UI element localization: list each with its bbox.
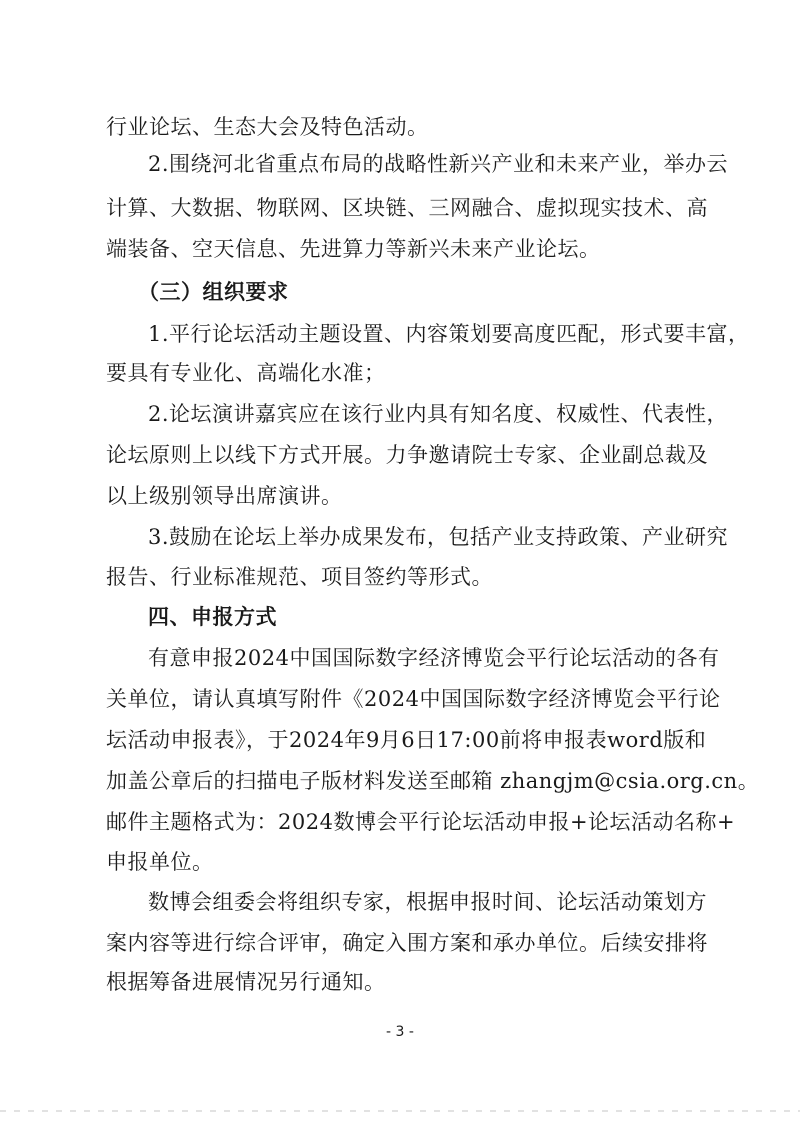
paragraph-line: 1.平行论坛活动主题设置、内容策划要高度匹配，形式要丰富， — [148, 322, 750, 346]
section-heading: （三）组织要求 — [138, 279, 289, 304]
scan-edge-divider — [0, 1110, 800, 1112]
paragraph-line: 数博会组委会将组织专家，根据申报时间、论坛活动策划方 — [148, 890, 707, 914]
paragraph-line: 坛活动申报表》，于2024年9月6日17:00前将申报表word版和 — [106, 728, 707, 752]
paragraph-line: 端装备、空天信息、先进算力等新兴未来产业论坛。 — [106, 237, 601, 261]
paragraph-line: 2.论坛演讲嘉宾应在该行业内具有知名度、权威性、代表性， — [148, 402, 729, 426]
paragraph-line: 以上级别领导出席演讲。 — [106, 484, 343, 508]
paragraph-line: 计算、大数据、物联网、区块链、三网融合、虚拟现实技术、高 — [106, 196, 708, 220]
paragraph-line: 关单位，请认真填写附件《2024中国国际数字经济博览会平行论 — [106, 687, 721, 711]
paragraph-line: 根据筹备进展情况另行通知。 — [106, 970, 386, 994]
paragraph-line: 案内容等进行综合评审，确定入围方案和承办单位。后续安排将 — [106, 931, 708, 955]
paragraph-line: 要具有专业化、高端化水准； — [106, 361, 386, 385]
page-number: - 3 - — [386, 1024, 414, 1040]
paragraph-line: 报告、行业标准规范、项目签约等形式。 — [106, 565, 493, 589]
section-heading: 四、申报方式 — [148, 604, 277, 629]
paragraph-line: 2.围绕河北省重点布局的战略性新兴产业和未来产业，举办云 — [148, 152, 729, 176]
paragraph-line: 加盖公章后的扫描电子版材料发送至邮箱 zhangjm@csia.org.cn。 — [106, 769, 760, 793]
paragraph-line: 3.鼓励在论坛上举办成果发布，包括产业支持政策、产业研究 — [148, 525, 729, 549]
paragraph-line: 申报单位。 — [106, 850, 214, 874]
paragraph-line: 行业论坛、生态大会及特色活动。 — [106, 115, 429, 139]
paragraph-line: 有意申报2024中国国际数字经济博览会平行论坛活动的各有 — [148, 646, 720, 670]
paragraph-line: 邮件主题格式为：2024数博会平行论坛活动申报+论坛活动名称+ — [106, 810, 736, 834]
paragraph-line: 论坛原则上以线下方式开展。力争邀请院士专家、企业副总裁及 — [106, 443, 708, 467]
